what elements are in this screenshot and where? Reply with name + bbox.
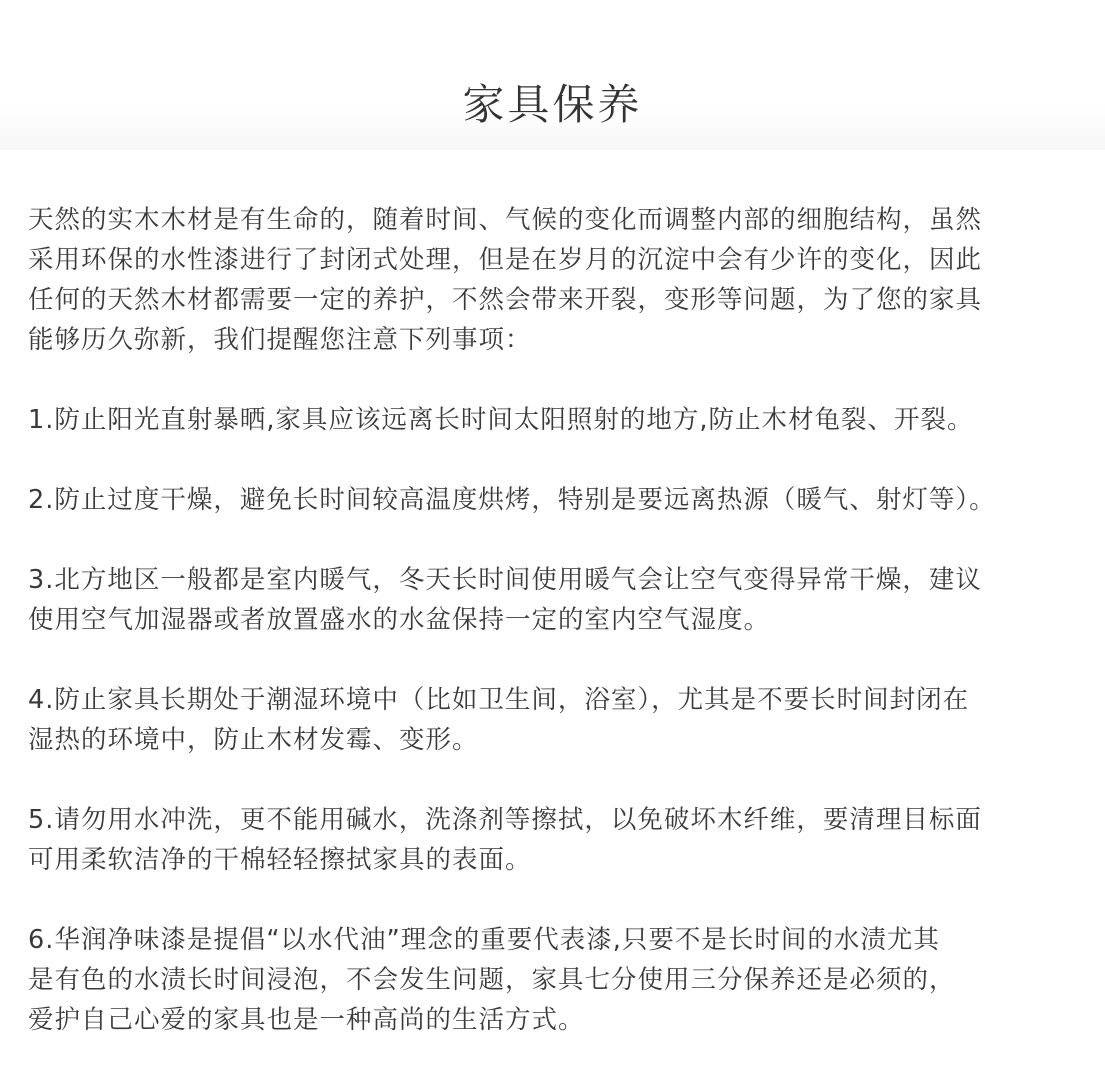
care-item-3 bbox=[28, 560, 1088, 640]
intro-line: 采用环保的水性漆进行了封闭式处理，但是在岁月的沉淀中会有少许的变化，因此 bbox=[28, 245, 983, 275]
content bbox=[28, 200, 1088, 1040]
care-item-4 bbox=[28, 680, 1088, 760]
intro-line: 能够历久弥新，我们提醒您注意下列事项： bbox=[28, 325, 532, 355]
intro-paragraph bbox=[28, 200, 1088, 360]
care-item-line: 4.防止家具长期处于潮湿环境中（比如卫生间，浴室），尤其是不要长时间封闭在 bbox=[28, 685, 970, 715]
care-item-line: 使用空气加湿器或者放置盛水的水盆保持一定的室内空气湿度。 bbox=[28, 605, 771, 635]
care-item-line: 6.华润净味漆是提倡“以水代油”理念的重要代表漆,只要不是长时间的水渍尤其 bbox=[28, 925, 940, 955]
care-item-line: 湿热的环境中，防止木材发霉、变形。 bbox=[28, 725, 479, 755]
care-item-1 bbox=[28, 400, 1088, 440]
header bbox=[0, 0, 1105, 150]
care-item-line: 爱护自己心爱的家具也是一种高尚的生活方式。 bbox=[28, 1005, 585, 1035]
care-item-line: 可用柔软洁净的干棉轻轻擦拭家具的表面。 bbox=[28, 845, 532, 875]
intro-line: 天然的实木木材是有生命的，随着时间、气候的变化而调整内部的细胞结构，虽然 bbox=[28, 205, 983, 235]
care-item-line: 1.防止阳光直射暴晒,家具应该远离长时间太阳照射的地方,防止木材龟裂、开裂。 bbox=[28, 405, 974, 435]
care-item-line: 3.北方地区一般都是室内暖气，冬天长时间使用暖气会让空气变得异常干燥，建议 bbox=[28, 565, 982, 595]
care-item-line: 是有色的水渍长时间浸泡，不会发生问题，家具七分使用三分保养还是必须的， bbox=[28, 965, 956, 995]
care-item-line: 5.请勿用水冲洗，更不能用碱水，洗涤剂等擦拭，以免破坏木纤维，要清理目标面 bbox=[28, 805, 982, 835]
care-item-2 bbox=[28, 480, 1088, 520]
intro-line: 任何的天然木材都需要一定的养护，不然会带来开裂，变形等问题，为了您的家具 bbox=[28, 285, 983, 315]
care-item-5 bbox=[28, 800, 1088, 880]
care-item-line: 2.防止过度干燥，避免长时间较高温度烘烤，特别是要远离热源（暖气、射灯等）。 bbox=[28, 485, 996, 515]
care-item-6 bbox=[28, 920, 1088, 1040]
page-title: 家具保养 bbox=[462, 80, 643, 129]
